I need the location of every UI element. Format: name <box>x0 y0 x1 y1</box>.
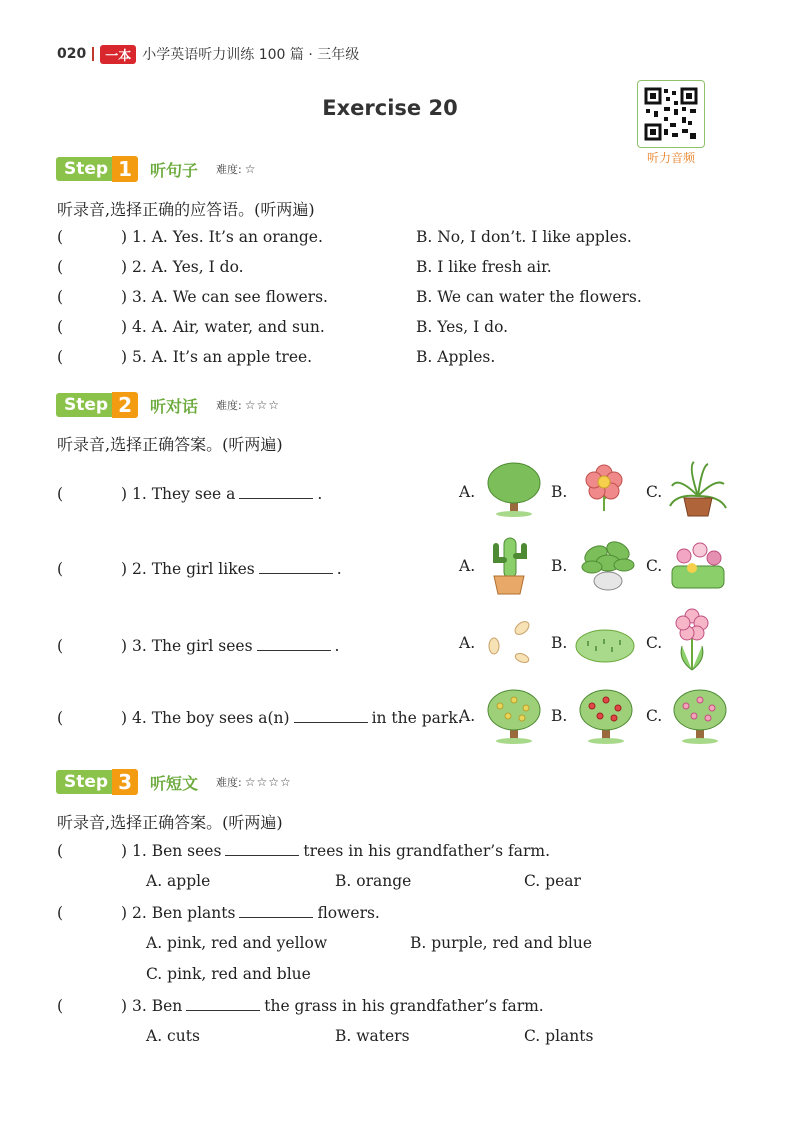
list-item: ( ) 3. A. We can see flowers. <box>57 288 328 306</box>
step-badge: Step <box>56 393 112 417</box>
option-c-label: C. <box>646 707 663 725</box>
star-icon: ☆☆☆☆ <box>244 775 292 789</box>
option-b-label: B. <box>551 634 568 652</box>
step-name: 听对话 <box>150 396 199 416</box>
page-title: Exercise 20 <box>322 96 458 120</box>
step-name: 听短文 <box>150 773 199 793</box>
answer-blank <box>186 996 260 1011</box>
orange-tree-icon <box>670 686 730 744</box>
option-c: C. pear <box>524 872 581 890</box>
option-a-label: A. <box>459 483 476 501</box>
page-header <box>57 44 359 64</box>
list-item: ( ) 4. The boy sees a(n) in the park. <box>57 709 463 727</box>
divider <box>92 47 94 61</box>
answer-blank <box>239 484 313 499</box>
list-item: ( ) 1. They see a . <box>57 485 323 503</box>
option-a: A. cuts <box>146 1027 200 1045</box>
option-b: B. We can water the flowers. <box>416 288 642 306</box>
option-c: C. pink, red and blue <box>146 965 311 983</box>
qr-code-icon[interactable] <box>637 80 705 148</box>
step2-heading <box>56 392 280 418</box>
option-b-label: B. <box>551 483 568 501</box>
step2-instruction: 听录音,选择正确答案。(听两遍) <box>57 435 283 454</box>
cactus-icon <box>486 534 532 598</box>
step-number: 2 <box>112 392 138 418</box>
difficulty-label: 难度: <box>216 399 242 412</box>
flower-bed-icon <box>670 540 726 590</box>
apple-tree-icon <box>576 686 636 744</box>
answer-blank <box>239 903 313 918</box>
option-a: A. apple <box>146 872 211 890</box>
list-item: ( ) 2. A. Yes, I do. <box>57 258 244 276</box>
list-item: ( ) 1. A. Yes. It’s an orange. <box>57 228 323 246</box>
list-item: ( ) 1. Ben sees trees in his grandfather’s farm. <box>57 842 551 860</box>
option-b-label: B. <box>551 557 568 575</box>
list-item: ( ) 2. Ben plants flowers. <box>57 904 380 922</box>
pink-flower-icon <box>672 608 712 672</box>
step-badge: Step <box>56 770 112 794</box>
spider-plant-icon <box>668 460 728 518</box>
qr-label: 听力音频 <box>646 151 695 165</box>
list-item: ( ) 3. Ben the grass in his grandfather’s farm. <box>57 997 544 1015</box>
step-number: 1 <box>112 156 138 182</box>
list-item: ( ) 4. A. Air, water, and sun. <box>57 318 325 336</box>
page-number: 020 <box>57 46 87 62</box>
step1-instruction: 听录音,选择正确的应答语。(听两遍) <box>57 200 315 219</box>
difficulty-label: 难度: <box>216 163 242 176</box>
option-b: B. waters <box>335 1027 410 1045</box>
tree-icon <box>484 459 544 517</box>
option-b: B. purple, red and blue <box>410 934 593 952</box>
option-c-label: C. <box>646 557 663 575</box>
step-badge: Step <box>56 157 112 181</box>
grass-icon <box>574 626 636 666</box>
option-b-label: B. <box>551 707 568 725</box>
option-c: C. plants <box>524 1027 594 1045</box>
option-b: B. Apples. <box>416 348 496 366</box>
step-number: 3 <box>112 769 138 795</box>
list-item: ( ) 3. The girl sees . <box>57 637 340 655</box>
option-c-label: C. <box>646 483 663 501</box>
option-b: B. No, I don’t. I like apples. <box>416 228 632 246</box>
step1-heading <box>56 156 257 182</box>
list-item: ( ) 5. A. It’s an apple tree. <box>57 348 313 366</box>
brand-logo: 一本 <box>100 45 136 64</box>
option-b: B. Yes, I do. <box>416 318 509 336</box>
leaves-icon <box>484 614 536 668</box>
book-title: 小学英语听力训练 100 篇 · 三年级 <box>142 47 360 63</box>
flower-icon <box>580 463 628 513</box>
answer-blank <box>259 559 333 574</box>
answer-blank <box>225 841 299 856</box>
option-b: B. I like fresh air. <box>416 258 552 276</box>
answer-blank <box>257 636 331 651</box>
option-b: B. orange <box>335 872 412 890</box>
answer-blank <box>294 708 368 723</box>
step3-heading <box>56 769 292 795</box>
pear-tree-icon <box>484 686 544 744</box>
step-name: 听句子 <box>150 160 199 180</box>
list-item: ( ) 2. The girl likes . <box>57 560 342 578</box>
option-a-label: A. <box>459 634 476 652</box>
difficulty-label: 难度: <box>216 776 242 789</box>
option-c-label: C. <box>646 634 663 652</box>
potted-plant-icon <box>580 535 636 593</box>
star-icon: ☆ <box>244 162 257 176</box>
option-a: A. pink, red and yellow <box>146 934 328 952</box>
option-a-label: A. <box>459 557 476 575</box>
option-a-label: A. <box>459 707 476 725</box>
star-icon: ☆☆☆ <box>244 398 281 412</box>
step3-instruction: 听录音,选择正确答案。(听两遍) <box>57 813 283 832</box>
